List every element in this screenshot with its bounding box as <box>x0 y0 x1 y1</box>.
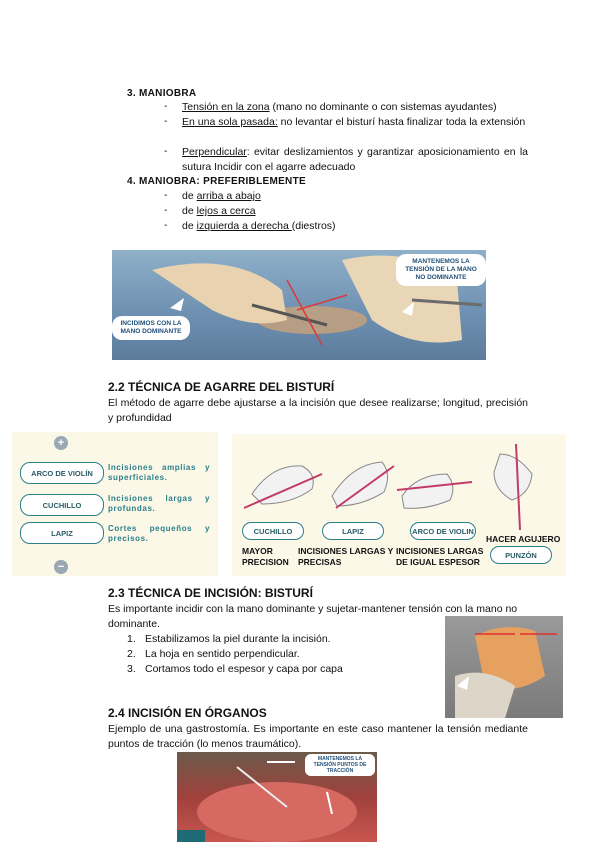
heading-maniobra-preferiblemente: 4. MANIOBRA: PREFERIBLEMENTE <box>127 176 306 187</box>
grip-pill-punzon: PUNZÓN <box>490 546 552 564</box>
grip-panel-left <box>12 432 218 576</box>
grip-caption-largas-precisas: INCISIONES LARGAS Y PRECISAS <box>298 546 394 567</box>
section-title-2-2: 2.2 TÉCNICA DE AGARRE DEL BISTURÍ <box>108 380 335 394</box>
list-item: - Tensión en la zona (mano no dominante o con sistemas ayudantes) <box>164 100 497 113</box>
surgery-photo <box>112 250 486 360</box>
ordered-list <box>127 632 343 677</box>
grip-pill-cuchillo: CUCHILLO <box>242 522 304 540</box>
list-item: - de arriba a abajo <box>164 189 261 202</box>
plus-icon[interactable]: + <box>54 436 68 450</box>
list-item: 1. Estabilizamos la piel durante la incisión. <box>127 633 331 645</box>
list-item: 2. La hoja en sentido perpendicular. <box>127 648 300 660</box>
list-item: 3. Cortamos todo el espesor y capa por capa <box>127 663 343 675</box>
grip-desc-cuchillo: Incisiones largas y profundas. <box>108 494 210 513</box>
grip-caption-igual-espesor: INCISIONES LARGAS DE IGUAL ESPESOR <box>396 546 484 567</box>
grip-panel-right <box>232 434 566 576</box>
incision-illustration <box>445 616 563 718</box>
grip-label-arco-violin: ARCO DE VIOLÍN <box>20 462 104 484</box>
gastrostomy-photo <box>177 752 377 842</box>
grip-desc-arco-violin: Incisiones amplias y superficiales. <box>108 463 210 482</box>
grip-pill-lapiz: LAPIZ <box>322 522 384 540</box>
paragraph-2-3: Es importante incidir con la mano dominante y sujetar-mantener tensión con la mano no dominante. <box>108 603 518 630</box>
list-item: - Perpendicular: evitar deslizamientos y garantizar aposicionamiento en la sutura Incidir con el agarre adecuado <box>164 145 528 173</box>
grip-caption-mayor-precision: MAYOR PRECISION <box>242 546 289 567</box>
callout-traction-points: MANTENEMOS LA TENSIÓN PUNTOS DE TRACCIÓN <box>305 754 375 776</box>
callout-dominant-hand: INCIDIMOS CON LA MANO DOMINANTE <box>112 316 190 340</box>
list-item: - En una sola pasada: no levantar el bisturí hasta finalizar toda la extensión <box>164 115 526 128</box>
paragraph-2-2: El método de agarre debe ajustarse a la incisión que desee realizarse; longitud, precisión y profundidad <box>108 397 528 424</box>
minus-icon[interactable]: − <box>54 560 68 574</box>
heading-maniobra: 3. MANIOBRA <box>127 88 197 99</box>
list-item: - de lejos a cerca <box>164 204 256 217</box>
incision-photo <box>445 616 563 718</box>
callout-tension: MANTENEMOS LA TENSIÓN DE LA MANO NO DOMINANTE <box>396 254 486 286</box>
grip-label-lapiz: LAPIZ <box>20 522 104 544</box>
section-title-2-4: 2.4 INCISIÓN EN ÓRGANOS <box>108 706 267 720</box>
grip-desc-lapiz: Cortes pequeños y precisos. <box>108 524 210 543</box>
grip-pill-arco-violin: ARCO DE VIOLIN <box>410 522 476 540</box>
list-item: - de izquierda a derecha (diestros) <box>164 219 336 232</box>
paragraph-2-4: Ejemplo de una gastrostomía. Es importante en este caso mantener la tensión mediante puntos de tracción (lo menos traumático). <box>108 723 528 750</box>
section-title-2-3: 2.3 TÉCNICA DE INCISIÓN: BISTURÍ <box>108 586 313 600</box>
grip-caption-hacer-agujero: HACER AGUJERO <box>486 534 561 544</box>
grip-label-cuchillo: CUCHILLO <box>20 494 104 516</box>
